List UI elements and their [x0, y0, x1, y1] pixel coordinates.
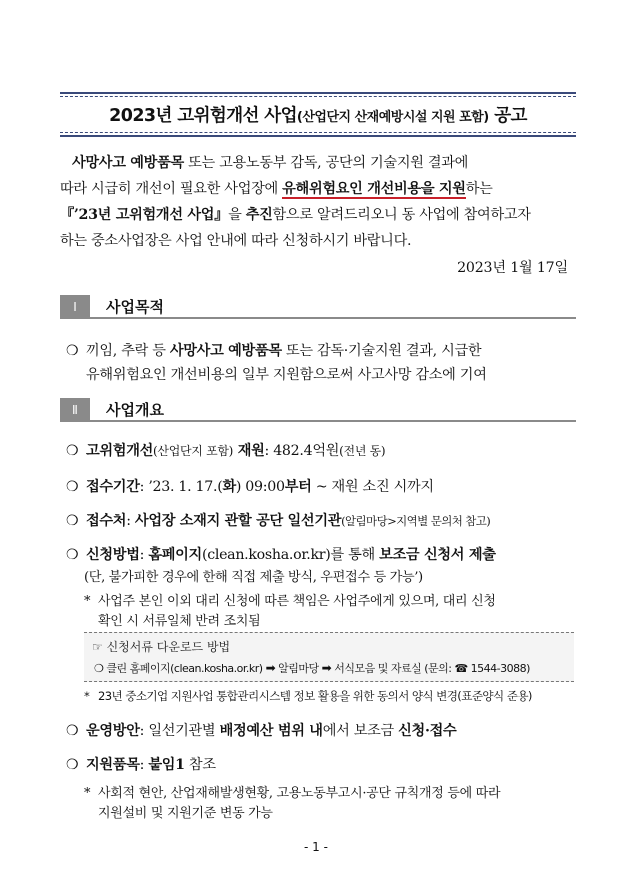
download-step: 서식모음 및 자료실 (문의: ☎ 1544-3088)	[334, 662, 530, 675]
arrow-right-icon: ➡	[321, 661, 332, 675]
section-header-purpose	[60, 295, 576, 319]
footnote: * 사업주 본인 이외 대리 신청에 따른 책임은 사업주에게 있으며, 대리 신청	[84, 594, 496, 609]
footnote: * 23년 중소기업 지원사업 통합관리시스템 정보 활용을 위한 동의서 양식 변경(표준양식 준용)	[84, 689, 532, 703]
list-item-subnote: (단, 불가피한 경우에 한해 직접 제출 방식, 우편접수 등 가능’)	[84, 570, 423, 585]
footnote-continuation: 확인 시 서류일체 반려 조치됨	[98, 614, 261, 629]
list-item: ❍ 접수기간: ’23. 1. 17.(화) 09:00부터 ~ 재원 소진 시까지	[66, 479, 434, 495]
highlight-underline: 유해위험요인 개선비용을 지원	[282, 181, 466, 197]
list-item: ❍ 지원품목: 붙임1 참조	[66, 757, 216, 773]
list-item: ❍ 운영방안: 일선기관별 배정예산 범위 내에서 보조금 신청·접수	[66, 723, 457, 739]
title-block	[60, 92, 576, 137]
section-number: Ⅰ	[60, 295, 90, 319]
list-item: ❍ 신청방법: 홈페이지(clean.kosha.or.kr)를 통해 보조금 신청서 제출	[66, 547, 496, 563]
announcement-date: 2023년 1월 17일	[457, 260, 568, 276]
section-title: 사업개요	[106, 401, 164, 419]
section-header-overview	[60, 398, 576, 422]
list-item-continuation: 유해위험요인 개선비용의 일부 지원함으로써 사고사망 감소에 기여	[86, 367, 487, 383]
intro-paragraph: 사망사고 예방품목 또는 고용노동부 감독, 공단의 기술지원 결과에 따라 시급히 개선이 필요한 사업장에 유해위험요인 개선비용을 지원하는 『’23년 고위험개선 사업』을 추진함으로 알려드리오니 동 사업에 참여하고자 하는 중소사업장은 사업 안내에 따라 신청하시기 바랍니다.	[60, 155, 531, 249]
page-number: - 1 -	[304, 840, 328, 854]
arrow-right-icon: ➡	[265, 661, 276, 675]
list-item: ❍ 접수처: 사업장 소재지 관할 공단 일선기관(알림마당>지역별 문의처 참고)	[66, 513, 491, 529]
section-title: 사업목적	[106, 298, 164, 316]
list-item: ❍ 끼임, 추락 등 사망사고 예방품목 또는 감독·기술지원 결과, 시급한	[66, 343, 482, 359]
download-guide-title: ☞ 신청서류 다운로드 방법	[92, 640, 231, 654]
download-steps: ❍ 클린 홈페이지(clean.kosha.or.kr) ➡ 알림마당 ➡ 서식모음 및 자료실 (문의: ☎ 1544-3088)	[94, 661, 530, 675]
title-bottom-dash	[60, 132, 576, 133]
footnote: * 사회적 현안, 산업재해발생현황, 고용노동부고시·공단 규칙개정 등에 따라	[84, 786, 501, 801]
footnote-continuation: 지원설비 및 지원기준 변동 가능	[98, 806, 273, 821]
download-step: 알림마당	[278, 662, 319, 675]
list-item: ❍ 고위험개선(산업단지 포함) 재원: 482.4억원(전년 동)	[66, 443, 386, 459]
title-bottom-rule	[60, 135, 576, 137]
download-step: 클린 홈페이지(clean.kosha.or.kr)	[106, 662, 263, 675]
title-top-rule	[60, 92, 576, 94]
page-title: 2023년 고위험개선 사업(산업단지 산재예방시설 지원 포함) 공고	[109, 106, 527, 126]
section-number: Ⅱ	[60, 398, 90, 422]
download-guide-box	[84, 632, 574, 682]
